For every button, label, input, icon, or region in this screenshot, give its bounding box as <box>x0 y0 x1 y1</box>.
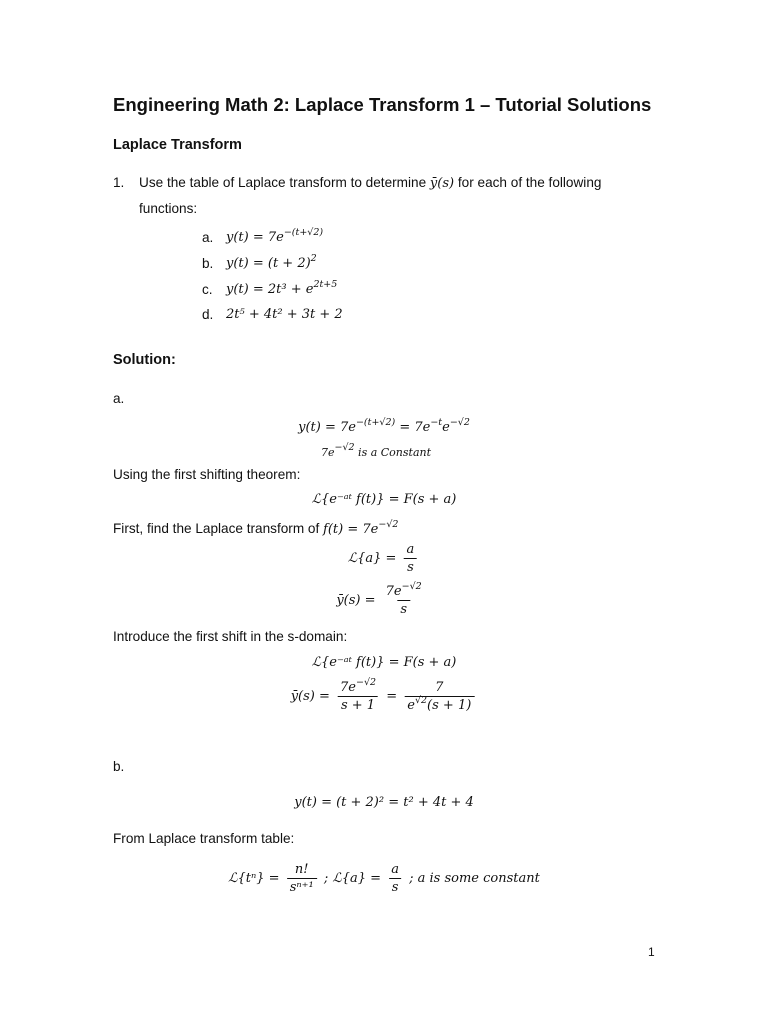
part-b-label: b. <box>202 256 214 271</box>
solution-a-eq1: $y(t) = 7e^{-(t+√2)} = 7e^{-t}e^{-√2}$ <box>298 417 470 435</box>
constant-note: 7e−√2 is a Constant <box>320 442 432 459</box>
part-a-expr: $y(t) = 7e^{-(t+√2)}$ <box>226 227 324 245</box>
ybar-eq-2: ȳ(s) = $\frac{7e^{-√2}}{s + 1}$ = $\frac{7}{e^{√2}(s + 1)}$ <box>291 680 478 713</box>
ybar-eq-1: ȳ(s) = $\frac{7e^{-√2}}{s}$ <box>336 581 422 617</box>
part-a-label: a. <box>202 230 214 245</box>
part-d-label: d. <box>202 307 214 322</box>
solution-a-label: a. <box>113 391 125 406</box>
part-c-expr: $y(t) = 2t^3 + e^{2t+5}$ <box>226 279 338 297</box>
page-number: 1 <box>648 945 655 959</box>
laplace-table-text: From Laplace transform table: <box>113 831 295 846</box>
question-text-start: Use the table of Laplace transform to determine <box>139 175 427 190</box>
ybar-symbol: ȳ(s) <box>429 176 455 191</box>
question-number: 1. <box>113 175 125 190</box>
laplace-constant-eq: ℒ{a} = $\frac{a}{s}$ <box>348 542 421 575</box>
shift-theorem-eq: ℒ{e⁻ᵃᵗ f(t)} = F(s + a) <box>311 492 457 507</box>
part-d-expr: 2t⁵ + 4t² + 3t + 2 <box>226 307 343 322</box>
section-heading: Laplace Transform <box>113 137 242 153</box>
solution-b-label: b. <box>113 759 125 774</box>
part-c-label: c. <box>202 282 213 297</box>
shift-theorem-eq-2: ℒ{e⁻ᵃᵗ f(t)} = F(s + a) <box>311 655 457 670</box>
question-text-line2: functions: <box>139 201 198 216</box>
part-b-expr: $y(t) = (t + 2)^2$ <box>226 253 317 271</box>
laplace-table-eq: ℒ{tⁿ} = $\frac{n!}{\text{sⁿ⁺¹}}$ ; ℒ{a} = $\frac{a}{s}$ ; a is some constant <box>228 862 540 895</box>
solution-heading: Solution: <box>113 352 176 368</box>
first-find-text: First, find the Laplace transform of $f(t) = 7e^{-√2}$ <box>113 519 399 537</box>
introduce-shift-text: Introduce the first shift in the s-domain: <box>113 629 348 644</box>
question-text-line1 <box>139 175 601 191</box>
question-text-end: for each of the following <box>457 175 602 190</box>
solution-b-eq1: y(t) = (t + 2)² = t² + 4t + 4 <box>294 795 474 810</box>
page-title: Engineering Math 2: Laplace Transform 1 – Tutorial Solutions <box>113 94 652 115</box>
shift-theorem-text: Using the first shifting theorem: <box>113 467 301 482</box>
